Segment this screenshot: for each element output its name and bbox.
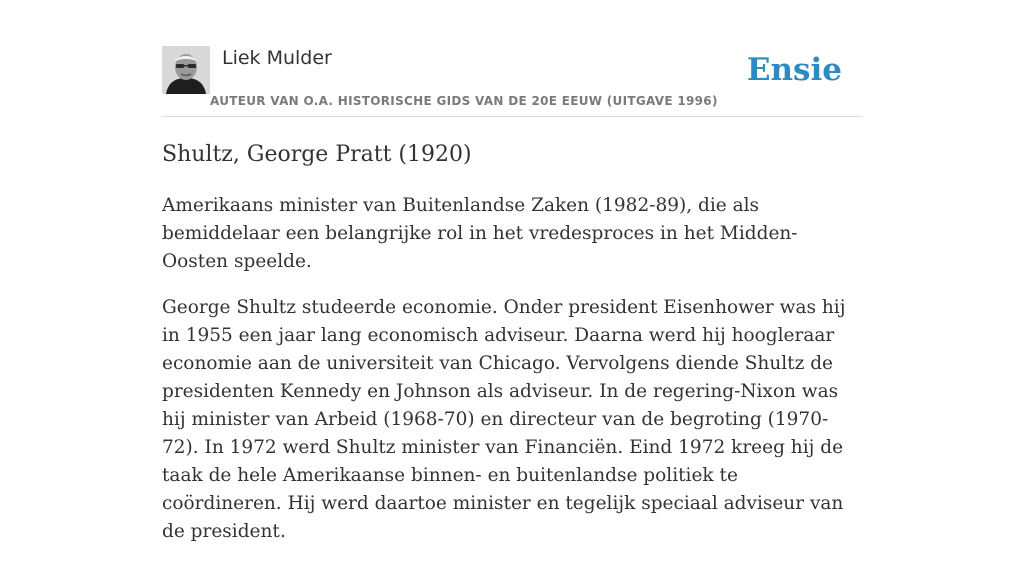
article-body <box>162 192 862 564</box>
author-portrait-icon <box>162 46 210 94</box>
author-header <box>162 44 862 117</box>
author-bio: AUTEUR VAN O.A. HISTORISCHE GIDS VAN DE 20E EEUW (UITGAVE 1996) <box>210 94 718 108</box>
article-body-paragraph: George Shultz studeerde economie. Onder president Eisenhower was hij in 1955 een jaar lang economisch adviseur. Daarna werd hij hoogleraar economie aan de universiteit van Chicago. Vervolgens diende Shultz de presidenten Kennedy en Johnson als adviseur. In de regering-Nixon was hij minister van Arbeid (1968-70) en directeur van de begroting (1970-72). In 1972 werd Shultz minister van Financiën. Eind 1972 kreeg hij de taak de hele Amerikaanse binnen- en buitenlandse politiek te coördineren. Hij werd daartoe minister en tegelijk speciaal adviseur van de president. <box>162 297 846 542</box>
author-name[interactable]: Liek Mulder <box>222 47 332 69</box>
author-avatar[interactable] <box>162 46 210 94</box>
article-title: Shultz, George Pratt (1920) <box>162 142 472 167</box>
ensie-logo[interactable]: Ensie <box>746 52 842 88</box>
article-intro-paragraph: Amerikaans minister van Buitenlandse Zaken (1982-89), die als bemiddelaar een belangrijke rol in het vredesproces in het Midden-Oosten speelde. <box>162 195 798 272</box>
